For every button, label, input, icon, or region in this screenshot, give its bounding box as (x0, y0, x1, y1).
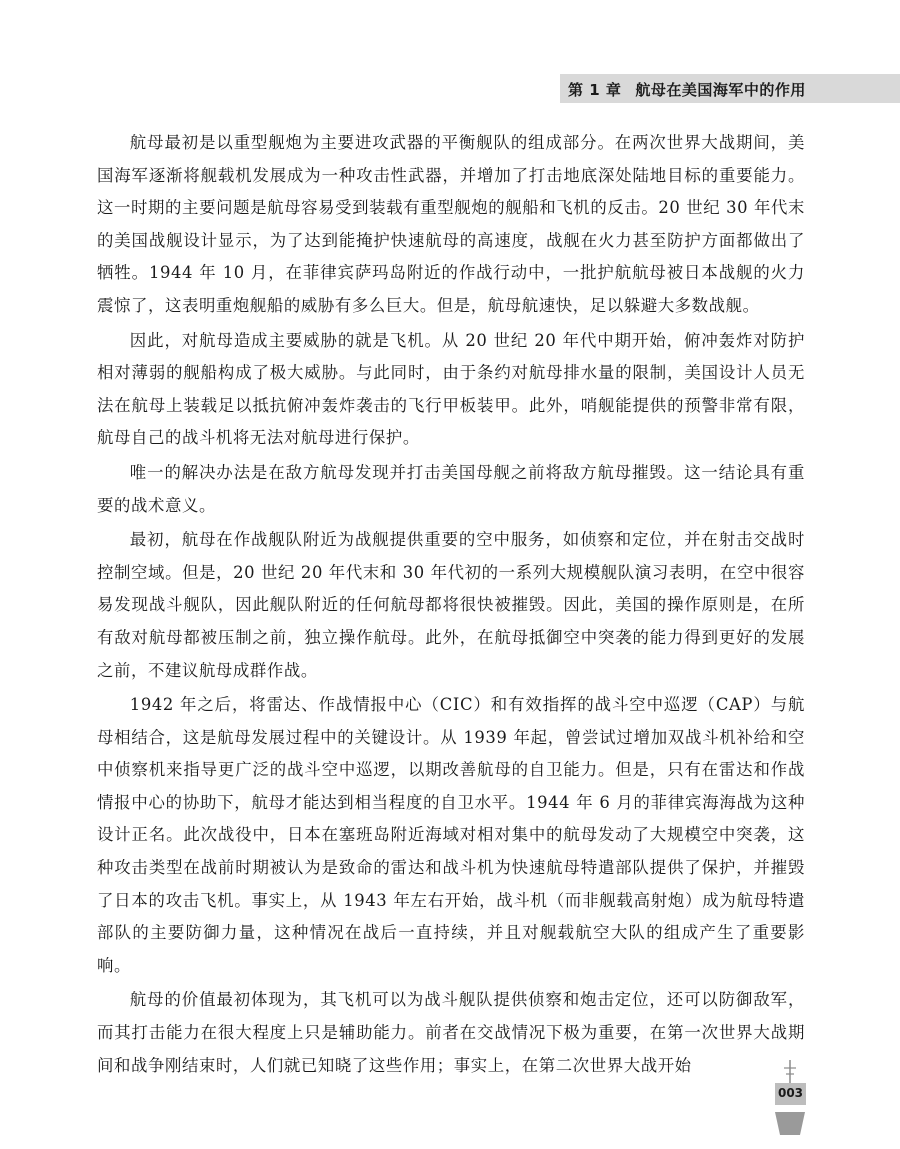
paragraph: 最初，航母在作战舰队附近为战舰提供重要的空中服务，如侦察和定位，并在射击交战时控制空域。但是，20 世纪 20 年代末和 30 年代初的一系列大规模舰队演习表明，在空中很容易发现战斗舰队，因此舰队附近的任何航母都将很快被摧毁。因此，美国的操作原则是，在所有敌对航母都被压制之前，独立操作航母。此外，在航母抵御空中突袭的能力得到更好的发展之前，不建议航母成群作战。 (97, 530, 805, 680)
body-text (97, 127, 805, 1084)
paragraph: 1942 年之后，将雷达、作战情报中心（CIC）和有效指挥的战斗空中巡逻（CAP）与航母相结合，这是航母发展过程中的关键设计。从 1939 年起，曾尝试过增加双战斗机补给和空中侦察机来指导更广泛的战斗空中巡逻，以期改善航母的自卫能力。但是，只有在雷达和作战情报中心的协助下，航母才能达到相当程度的自卫水平。1944 年 6 月的菲律宾海海战为这种设计正名。此次战役中，日本在塞班岛附近海域对相对集中的航母发动了大规模空中突袭，这种攻击类型在战前时期被认为是致命的雷达和战斗机为快速航母特遣部队提供了保护，并摧毁了日本的攻击飞机。事实上，从 1943 年左右开始，战斗机（而非舰载高射炮）成为航母特遣部队的主要防御力量，这种情况在战后一直持续，并且对舰载航空大队的组成产生了重要影响。 (97, 695, 805, 975)
paragraph: 航母最初是以重型舰炮为主要进攻武器的平衡舰队的组成部分。在两次世界大战期间，美国海军逐渐将舰载机发展成为一种攻击性武器，并增加了打击地底深处陆地目标的重要能力。这一时期的主要问题是航母容易受到装载有重型舰炮的舰船和飞机的反击。20 世纪 30 年代末的美国战舰设计显示，为了达到能掩护快速航母的高速度，战舰在火力甚至防护方面都做出了牺牲。1944 年 10 月，在菲律宾萨玛岛附近的作战行动中，一批护航航母被日本战舰的火力震惊了，这表明重炮舰船的威胁有多么巨大。但是，航母航速快，足以躲避大多数战舰。 (97, 133, 805, 315)
chapter-number: 第 1 章 (568, 81, 622, 99)
paragraph: 因此，对航母造成主要威胁的就是飞机。从 20 世纪 20 年代中期开始，俯冲轰炸对防护相对薄弱的舰船构成了极大威胁。与此同时，由于条约对航母排水量的限制，美国设计人员无法在航母上装载足以抵抗俯冲轰炸袭击的飞行甲板装甲。此外，哨舰能提供的预警非常有限，航母自己的战斗机将无法对航母进行保护。 (97, 330, 805, 448)
chapter-header (568, 79, 806, 100)
chapter-title: 航母在美国海军中的作用 (635, 81, 806, 99)
paragraph: 唯一的解决办法是在敌方航母发现并打击美国母舰之前将敌方航母摧毁。这一结论具有重要的战术意义。 (97, 462, 805, 515)
page-number: 003 (777, 1086, 804, 1100)
paragraph: 航母的价值最初体现为，其飞机可以为战斗舰队提供侦察和炮击定位，还可以防御敌军，而其打击能力在很大程度上只是辅助能力。前者在交战情况下极为重要，在第一次世界大战期间和战争刚结束时，人们就已知晓了这些作用；事实上，在第二次世界大战开始 (97, 990, 805, 1075)
